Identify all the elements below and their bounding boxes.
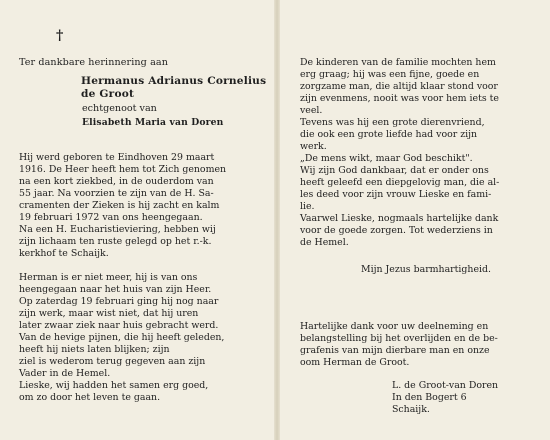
text-line: die ook een grote liefde had voor zijn xyxy=(300,129,478,140)
spouse-label: echtgenoot van xyxy=(82,103,157,114)
text-line: Herman is er niet meer, hij is van ons xyxy=(19,272,198,283)
text-line: zijn werk, maar wist niet, dat hij uren xyxy=(19,308,199,319)
text-line: heeft hij niets laten blijken; zijn xyxy=(19,344,170,355)
text-line: Vader in de Hemel. xyxy=(19,368,111,379)
text-line: werk. xyxy=(300,141,327,152)
deceased-name: Hermanus Adrianus Cornelius xyxy=(81,75,267,87)
text-line: heengegaan naar het huis van zijn Heer. xyxy=(19,284,212,295)
text-line: Op zaterdag 19 februari ging hij nog naar xyxy=(19,296,219,307)
text-line: 19 februari 1972 van ons heengegaan. xyxy=(19,212,203,223)
text-line: ziel is wederom terug gegeven aan zijn xyxy=(19,356,206,367)
left-page xyxy=(0,0,272,440)
text-line: De kinderen van de familie mochten hem xyxy=(300,57,496,68)
text-line: zorgzame man, die altijd klaar stond voor xyxy=(300,81,498,92)
signature-place: Schaijk. xyxy=(392,404,430,415)
text-line: „De mens wikt, maar God beschikt". xyxy=(300,153,473,164)
signature-address: In den Bogert 6 xyxy=(392,392,467,403)
text-line: grafenis van mijn dierbare man en onze xyxy=(300,345,490,356)
text-line: veel. xyxy=(300,105,323,116)
intro-text: Ter dankbare herinnering aan xyxy=(19,57,168,68)
cross-icon: † xyxy=(56,28,64,44)
right-page xyxy=(282,0,550,440)
text-line: 55 jaar. Na voorzien te zijn van de H. Sa- xyxy=(19,188,214,199)
text-line: 1916. De Heer heeft hem tot Zich genomen xyxy=(19,164,227,175)
signature-name: L. de Groot-van Doren xyxy=(392,380,499,391)
spouse-name: Elisabeth Maria van Doren xyxy=(82,117,224,128)
text-line: de Hemel. xyxy=(300,237,349,248)
text-line: om zo door het leven te gaan. xyxy=(19,392,161,403)
text-line: Hartelijke dank voor uw deelneming en xyxy=(300,321,489,332)
text-line: lie. xyxy=(300,201,315,212)
text-line: kerkhof te Schaijk. xyxy=(19,248,109,259)
text-line: belangstelling bij het overlijden en de be- xyxy=(300,333,498,344)
text-line: zijn evenmens, nooit was voor hem iets te xyxy=(300,93,499,104)
text-line: Wij zijn God dankbaar, dat er onder ons xyxy=(300,165,489,176)
text-line: later zwaar ziek naar huis gebracht werd. xyxy=(19,320,219,331)
text-line: Hij werd geboren te Eindhoven 29 maart xyxy=(19,152,215,163)
text-line: na een kort ziekbed, in de ouderdom van xyxy=(19,176,214,187)
text-line: Lieske, wij hadden het samen erg goed, xyxy=(19,380,209,391)
card-fold xyxy=(274,0,280,440)
text-line: cramenten der Zieken is hij zacht en kalm xyxy=(19,200,220,211)
text-line: oom Herman de Groot. xyxy=(300,357,410,368)
text-line: erg graag; hij was een fijne, goede en xyxy=(300,69,480,80)
text-line: Vaarwel Lieske, nogmaals hartelijke dank xyxy=(300,213,499,224)
text-line: Van de hevige pijnen, die hij heeft geleden, xyxy=(19,332,225,343)
text-line: zijn lichaam ten ruste gelegd op het r.-k. xyxy=(19,236,212,247)
prayer-line: Mijn Jezus barmhartigheid. xyxy=(361,264,492,275)
text-line: les deed voor zijn vrouw Lieske en fami- xyxy=(300,189,492,200)
text-line: Tevens was hij een grote dierenvriend, xyxy=(300,117,485,128)
text-line: Na een H. Eucharistieviering, hebben wij xyxy=(19,224,216,235)
deceased-surname: de Groot xyxy=(81,88,135,100)
text-line: voor de goede zorgen. Tot wederziens in xyxy=(300,225,493,236)
text-line: heeft geleefd een diepgelovig man, die al- xyxy=(300,177,500,188)
